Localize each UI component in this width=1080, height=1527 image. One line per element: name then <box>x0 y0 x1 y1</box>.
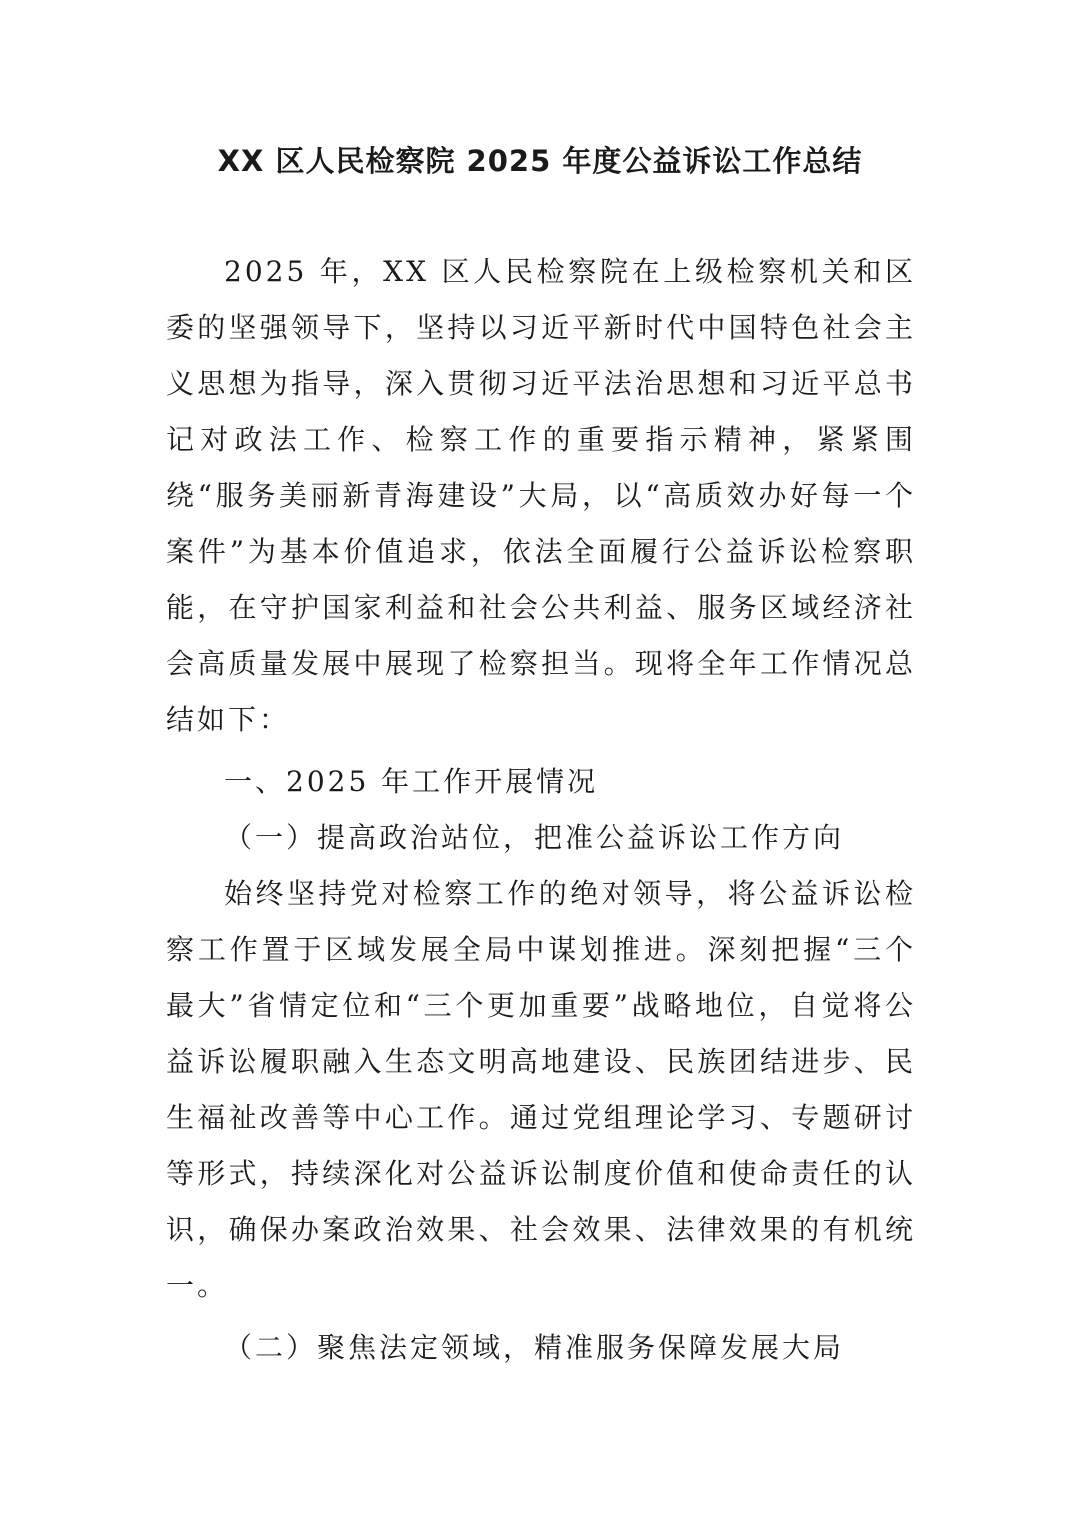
document-title: XX 区人民检察院 2025 年度公益诉讼工作总结 <box>217 144 863 178</box>
subsection-heading-1: （一）提高政治站位，把准公益诉讼工作方向 <box>224 821 845 854</box>
section-heading-1: 一、2025 年工作开展情况 <box>224 765 599 798</box>
subsection-heading-2: （二）聚焦法定领域，精准服务保障发展大局 <box>224 1331 845 1364</box>
intro-paragraph: 2025 年，XX 区人民检察院在上级检察机关和区委的坚强领导下，坚持以习近平新时代中国特色社会主义思想为指导，深入贯彻习近平法治思想和习近平总书记对政法工作、检察工作的重要指示精神，紧紧围绕“服务美丽新青海建设”大局，以“高质效办好每一个案件”为基本价值追求，依法全面履行公益诉讼检察职能，在守护国家利益和社会公共利益、服务区域经济社会高质量发展中展现了检察担当。现将全年工作情况总结如下： <box>166 255 916 736</box>
subsection-1-paragraph: 始终坚持党对检察工作的绝对领导，将公益诉讼检察工作置于区域发展全局中谋划推进。深刻把握“三个最大”省情定位和“三个更加重要”战略地位，自觉将公益诉讼履职融入生态文明高地建设、民族团结进步、民生福祉改善等中心工作。通过党组理论学习、专题研讨等形式，持续深化对公益诉讼制度价值和使命责任的认识，确保办案政治效果、社会效果、法律效果的有机统一。 <box>166 877 916 1302</box>
